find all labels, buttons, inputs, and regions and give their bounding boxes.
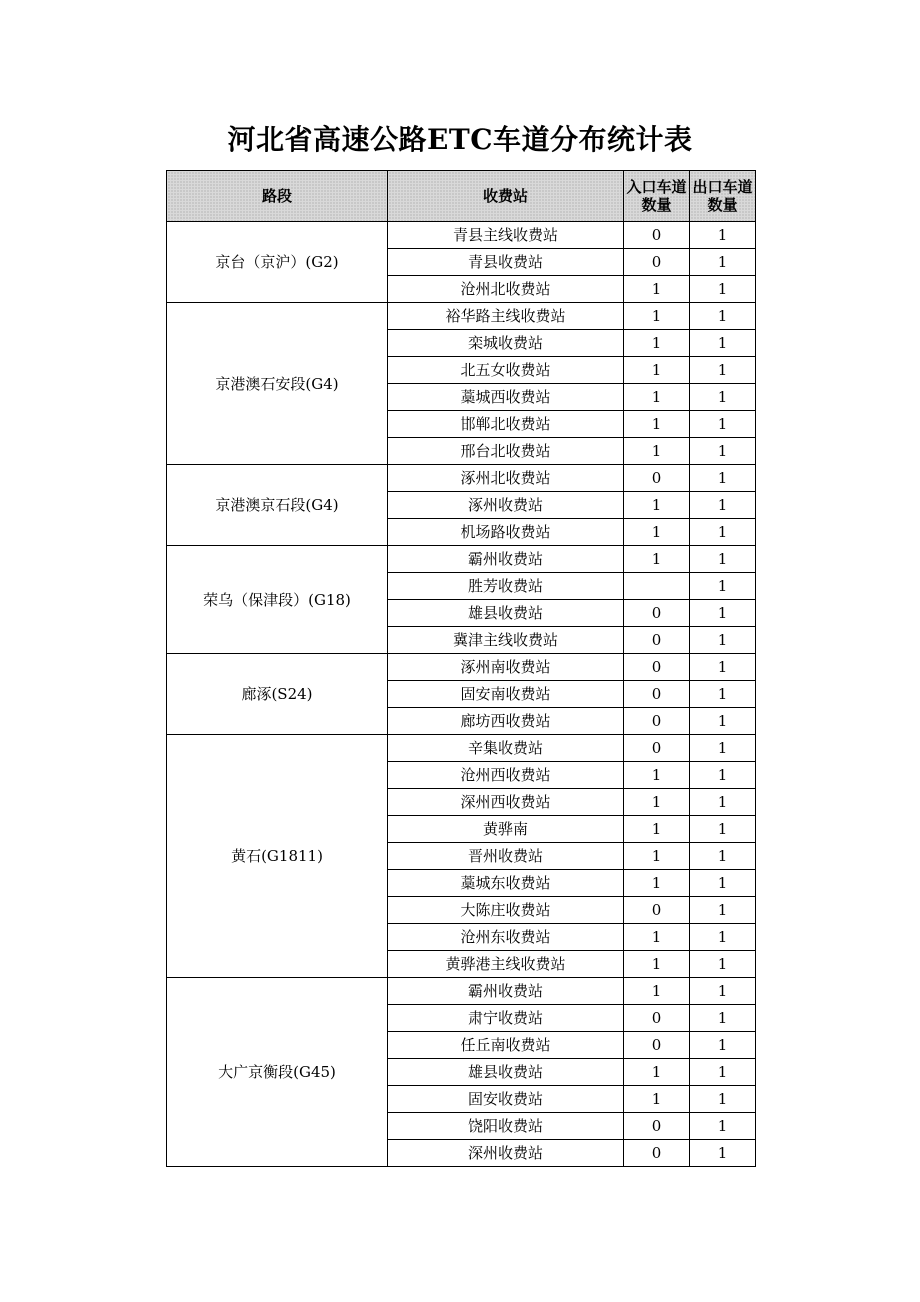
exit-lanes-cell: 1 xyxy=(690,735,756,762)
entry-lanes-cell: 1 xyxy=(624,924,690,951)
station-cell: 固安收费站 xyxy=(388,1086,624,1113)
station-cell: 沧州西收费站 xyxy=(388,762,624,789)
entry-lanes-cell: 1 xyxy=(624,978,690,1005)
entry-lanes-cell: 1 xyxy=(624,816,690,843)
entry-lanes-cell: 0 xyxy=(624,681,690,708)
exit-lanes-cell: 1 xyxy=(690,222,756,249)
header-station: 收费站 xyxy=(388,171,624,222)
header-entry-lanes: 入口车道数量 xyxy=(624,171,690,222)
segment-cell: 京港澳石安段(G4) xyxy=(167,303,388,465)
exit-lanes-cell: 1 xyxy=(690,411,756,438)
table-row xyxy=(167,735,756,762)
entry-lanes-cell xyxy=(624,573,690,600)
table-row xyxy=(167,654,756,681)
station-cell: 霸州收费站 xyxy=(388,546,624,573)
entry-lanes-cell: 1 xyxy=(624,762,690,789)
entry-lanes-cell: 0 xyxy=(624,1005,690,1032)
station-cell: 晋州收费站 xyxy=(388,843,624,870)
exit-lanes-cell: 1 xyxy=(690,1140,756,1167)
table-header-row xyxy=(167,171,756,222)
etc-lane-table xyxy=(166,170,756,1167)
station-cell: 栾城收费站 xyxy=(388,330,624,357)
station-cell: 藁城东收费站 xyxy=(388,870,624,897)
station-cell: 机场路收费站 xyxy=(388,519,624,546)
entry-lanes-cell: 1 xyxy=(624,951,690,978)
exit-lanes-cell: 1 xyxy=(690,276,756,303)
station-cell: 廊坊西收费站 xyxy=(388,708,624,735)
exit-lanes-cell: 1 xyxy=(690,357,756,384)
exit-lanes-cell: 1 xyxy=(690,654,756,681)
exit-lanes-cell: 1 xyxy=(690,1059,756,1086)
station-cell: 涿州收费站 xyxy=(388,492,624,519)
segment-cell: 廊涿(S24) xyxy=(167,654,388,735)
header-exit-lanes: 出口车道数量 xyxy=(690,171,756,222)
station-cell: 大陈庄收费站 xyxy=(388,897,624,924)
exit-lanes-cell: 1 xyxy=(690,924,756,951)
segment-cell: 黄石(G1811) xyxy=(167,735,388,978)
station-cell: 肃宁收费站 xyxy=(388,1005,624,1032)
exit-lanes-cell: 1 xyxy=(690,1032,756,1059)
entry-lanes-cell: 1 xyxy=(624,438,690,465)
station-cell: 任丘南收费站 xyxy=(388,1032,624,1059)
exit-lanes-cell: 1 xyxy=(690,1113,756,1140)
exit-lanes-cell: 1 xyxy=(690,627,756,654)
entry-lanes-cell: 1 xyxy=(624,303,690,330)
entry-lanes-cell: 1 xyxy=(624,492,690,519)
table-body xyxy=(167,222,756,1167)
station-cell: 藁城西收费站 xyxy=(388,384,624,411)
exit-lanes-cell: 1 xyxy=(690,978,756,1005)
station-cell: 沧州东收费站 xyxy=(388,924,624,951)
entry-lanes-cell: 0 xyxy=(624,735,690,762)
exit-lanes-cell: 1 xyxy=(690,870,756,897)
entry-lanes-cell: 1 xyxy=(624,519,690,546)
entry-lanes-cell: 0 xyxy=(624,600,690,627)
entry-lanes-cell: 1 xyxy=(624,1059,690,1086)
exit-lanes-cell: 1 xyxy=(690,492,756,519)
station-cell: 辛集收费站 xyxy=(388,735,624,762)
station-cell: 北五女收费站 xyxy=(388,357,624,384)
exit-lanes-cell: 1 xyxy=(690,600,756,627)
entry-lanes-cell: 1 xyxy=(624,789,690,816)
exit-lanes-cell: 1 xyxy=(690,438,756,465)
station-cell: 胜芳收费站 xyxy=(388,573,624,600)
entry-lanes-cell: 0 xyxy=(624,222,690,249)
station-cell: 冀津主线收费站 xyxy=(388,627,624,654)
station-cell: 固安南收费站 xyxy=(388,681,624,708)
entry-lanes-cell: 0 xyxy=(624,1140,690,1167)
station-cell: 黄骅南 xyxy=(388,816,624,843)
exit-lanes-cell: 1 xyxy=(690,465,756,492)
station-cell: 饶阳收费站 xyxy=(388,1113,624,1140)
table-row xyxy=(167,546,756,573)
station-cell: 青县收费站 xyxy=(388,249,624,276)
segment-cell: 京台（京沪）(G2) xyxy=(167,222,388,303)
entry-lanes-cell: 0 xyxy=(624,1032,690,1059)
table-row xyxy=(167,303,756,330)
entry-lanes-cell: 1 xyxy=(624,546,690,573)
header-segment: 路段 xyxy=(167,171,388,222)
station-cell: 雄县收费站 xyxy=(388,1059,624,1086)
entry-lanes-cell: 1 xyxy=(624,276,690,303)
exit-lanes-cell: 1 xyxy=(690,303,756,330)
station-cell: 邢台北收费站 xyxy=(388,438,624,465)
exit-lanes-cell: 1 xyxy=(690,249,756,276)
exit-lanes-cell: 1 xyxy=(690,1005,756,1032)
segment-cell: 大广京衡段(G45) xyxy=(167,978,388,1167)
exit-lanes-cell: 1 xyxy=(690,1086,756,1113)
station-cell: 裕华路主线收费站 xyxy=(388,303,624,330)
exit-lanes-cell: 1 xyxy=(690,708,756,735)
table-row xyxy=(167,465,756,492)
station-cell: 涿州北收费站 xyxy=(388,465,624,492)
station-cell: 青县主线收费站 xyxy=(388,222,624,249)
exit-lanes-cell: 1 xyxy=(690,789,756,816)
entry-lanes-cell: 1 xyxy=(624,411,690,438)
entry-lanes-cell: 1 xyxy=(624,870,690,897)
exit-lanes-cell: 1 xyxy=(690,330,756,357)
table-row xyxy=(167,222,756,249)
exit-lanes-cell: 1 xyxy=(690,546,756,573)
station-cell: 涿州南收费站 xyxy=(388,654,624,681)
entry-lanes-cell: 0 xyxy=(624,627,690,654)
station-cell: 深州西收费站 xyxy=(388,789,624,816)
exit-lanes-cell: 1 xyxy=(690,573,756,600)
station-cell: 黄骅港主线收费站 xyxy=(388,951,624,978)
exit-lanes-cell: 1 xyxy=(690,384,756,411)
entry-lanes-cell: 0 xyxy=(624,1113,690,1140)
entry-lanes-cell: 1 xyxy=(624,330,690,357)
exit-lanes-cell: 1 xyxy=(690,897,756,924)
entry-lanes-cell: 1 xyxy=(624,1086,690,1113)
entry-lanes-cell: 0 xyxy=(624,465,690,492)
entry-lanes-cell: 1 xyxy=(624,843,690,870)
entry-lanes-cell: 0 xyxy=(624,654,690,681)
exit-lanes-cell: 1 xyxy=(690,951,756,978)
station-cell: 邯郸北收费站 xyxy=(388,411,624,438)
table-row xyxy=(167,978,756,1005)
segment-cell: 京港澳京石段(G4) xyxy=(167,465,388,546)
entry-lanes-cell: 0 xyxy=(624,897,690,924)
station-cell: 雄县收费站 xyxy=(388,600,624,627)
entry-lanes-cell: 1 xyxy=(624,357,690,384)
station-cell: 深州收费站 xyxy=(388,1140,624,1167)
station-cell: 霸州收费站 xyxy=(388,978,624,1005)
exit-lanes-cell: 1 xyxy=(690,816,756,843)
exit-lanes-cell: 1 xyxy=(690,519,756,546)
station-cell: 沧州北收费站 xyxy=(388,276,624,303)
exit-lanes-cell: 1 xyxy=(690,681,756,708)
entry-lanes-cell: 1 xyxy=(624,384,690,411)
exit-lanes-cell: 1 xyxy=(690,762,756,789)
segment-cell: 荣乌（保津段）(G18) xyxy=(167,546,388,654)
exit-lanes-cell: 1 xyxy=(690,843,756,870)
entry-lanes-cell: 0 xyxy=(624,708,690,735)
entry-lanes-cell: 0 xyxy=(624,249,690,276)
page-title: 河北省高速公路ETC车道分布统计表 xyxy=(227,123,693,156)
